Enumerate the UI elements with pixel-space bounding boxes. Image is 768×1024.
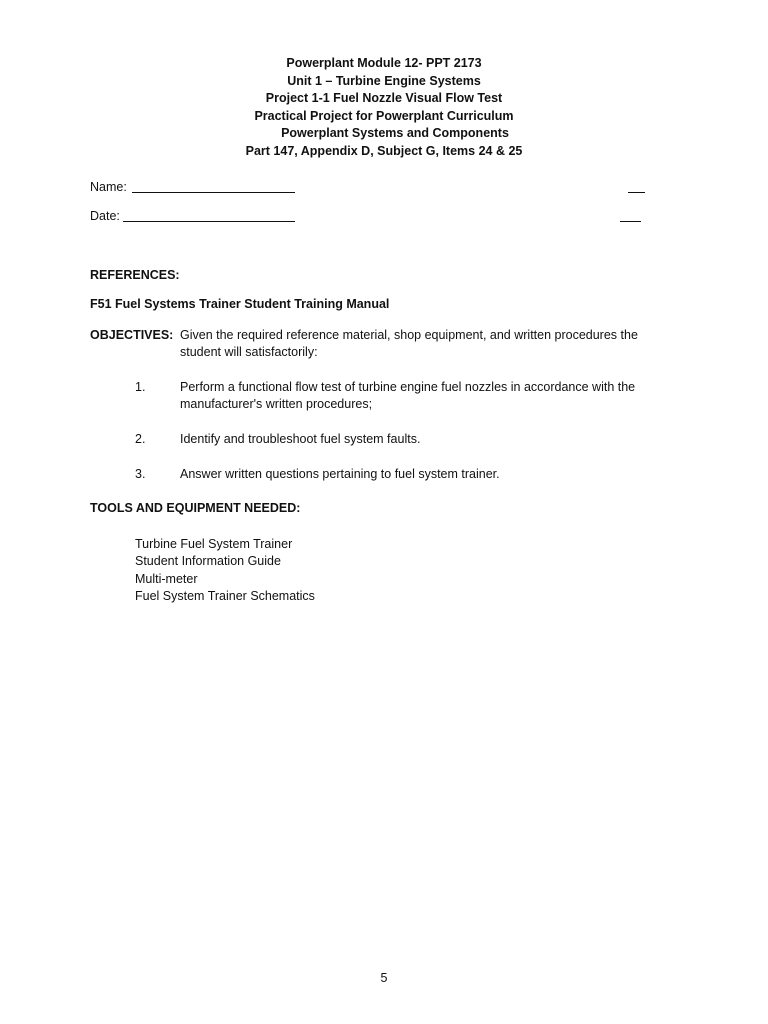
date-label: Date: bbox=[90, 209, 120, 223]
date-field[interactable] bbox=[90, 209, 650, 229]
header-line-curriculum: Practical Project for Powerplant Curriculum bbox=[254, 108, 514, 123]
objective-text: Identify and troubleshoot fuel system faults. bbox=[180, 432, 421, 446]
tool-item: Fuel System Trainer Schematics bbox=[135, 588, 315, 603]
name-field[interactable] bbox=[90, 180, 650, 200]
objective-number: 1. bbox=[135, 380, 146, 394]
tool-item: Multi-meter bbox=[135, 571, 198, 586]
tool-item: Turbine Fuel System Trainer bbox=[135, 537, 293, 551]
references-heading: REFERENCES: bbox=[90, 268, 180, 282]
document-header bbox=[0, 55, 768, 160]
header-line-module: Powerplant Module 12- PPT 2173 bbox=[286, 56, 482, 70]
objectives-label: OBJECTIVES: bbox=[90, 328, 174, 342]
name-label: Name: bbox=[90, 180, 127, 194]
date-score-line bbox=[620, 221, 641, 222]
tools-list bbox=[135, 536, 315, 605]
name-underline bbox=[132, 192, 295, 193]
reference-manual: F51 Fuel Systems Trainer Student Training Manual bbox=[90, 297, 390, 311]
objective-number: 3. bbox=[135, 467, 146, 481]
objective-text: Perform a functional flow test of turbine engine fuel nozzles in accordance with the manufacturer's written procedures; bbox=[180, 380, 636, 411]
header-line-part: Part 147, Appendix D, Subject G, Items 24 & 25 bbox=[245, 143, 523, 158]
header-line-project: Project 1-1 Fuel Nozzle Visual Flow Test bbox=[265, 91, 503, 105]
tool-item: Student Information Guide bbox=[135, 554, 281, 569]
objective-text: Answer written questions pertaining to fuel system trainer. bbox=[180, 467, 500, 481]
date-underline bbox=[123, 221, 295, 222]
objective-number: 2. bbox=[135, 432, 146, 446]
header-line-unit: Unit 1 – Turbine Engine Systems bbox=[287, 73, 481, 88]
header-line-systems: Powerplant Systems and Components bbox=[281, 126, 509, 140]
tools-heading: TOOLS AND EQUIPMENT NEEDED: bbox=[90, 501, 301, 515]
objectives-intro: Given the required reference material, shop equipment, and written procedures the student will satisfactorily: bbox=[180, 328, 638, 359]
page-number: 5 bbox=[380, 971, 388, 985]
name-score-line bbox=[628, 192, 645, 193]
